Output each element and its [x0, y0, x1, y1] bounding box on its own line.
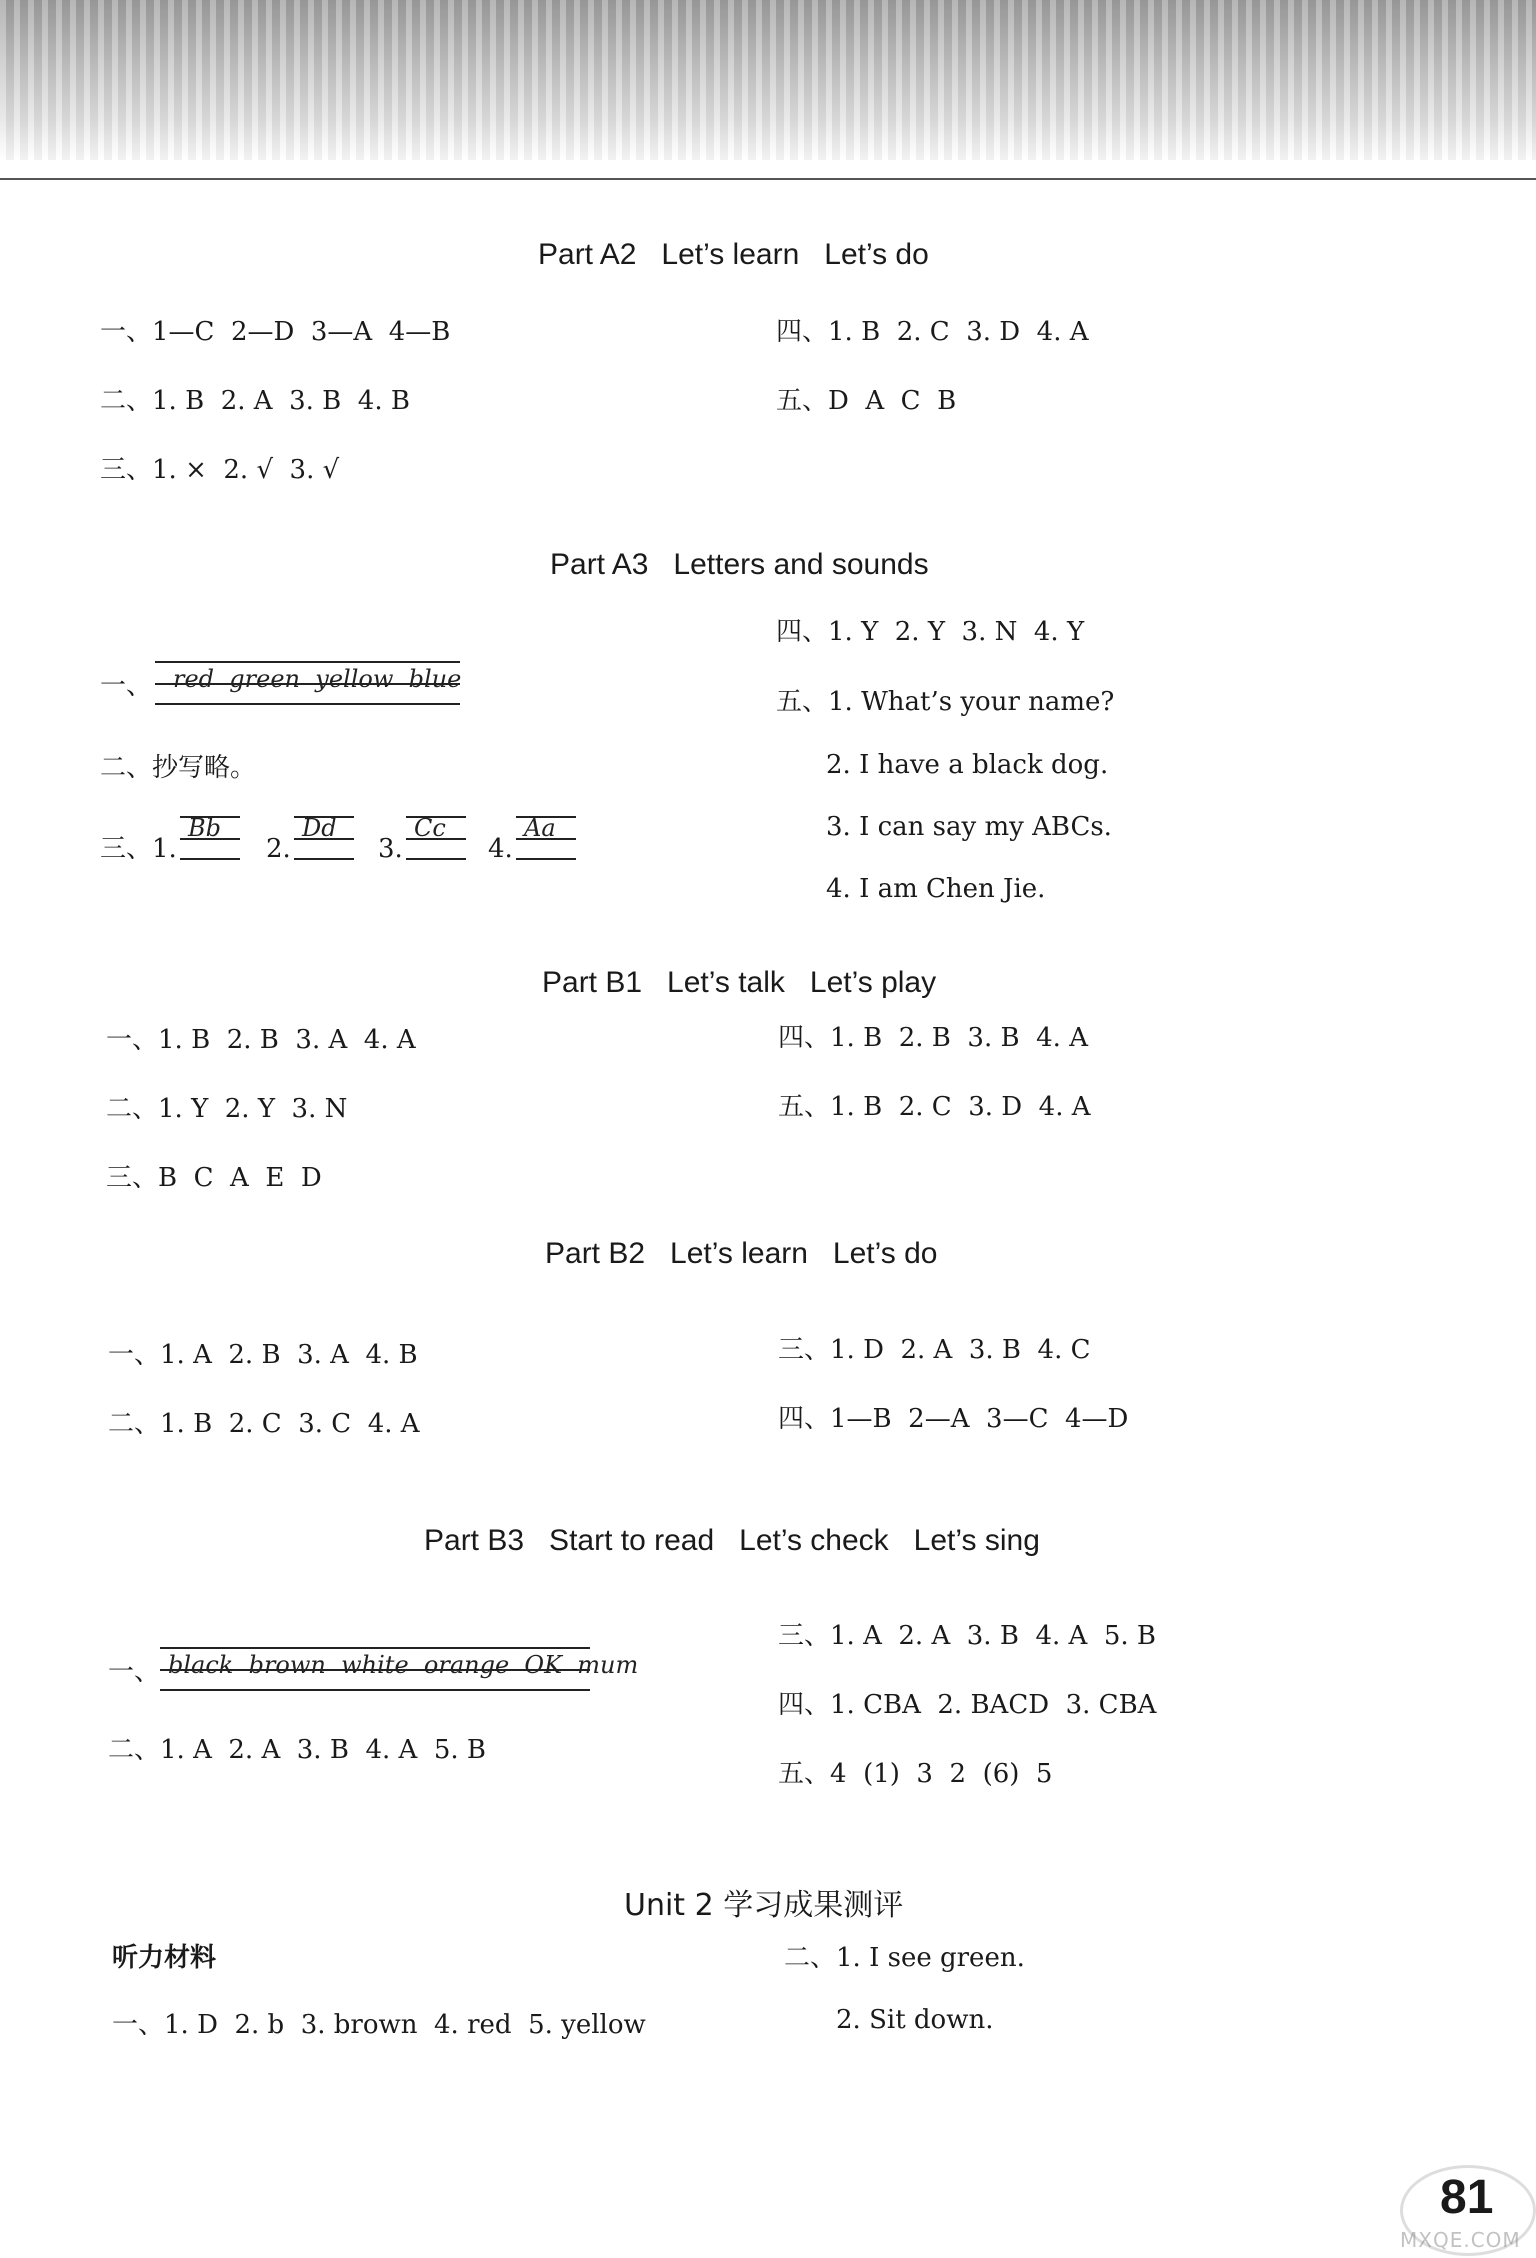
section-title-unit2: Unit 2 学习成果测评 [624, 1888, 904, 1923]
answer-line: 2. I have a black dog. [826, 750, 1109, 780]
scanned-header-band [0, 0, 1536, 160]
section-title-part-b1: Part B1 Let’s talk Let’s play [542, 966, 937, 999]
watermark-text: MXQE.COM [1400, 2228, 1521, 2252]
answer-line: 三、1. A 2. A 3. B 4. A 5. B [778, 1621, 1157, 1651]
answer-line: 二、1. Y 2. Y 3. N [106, 1094, 348, 1124]
answer-line: 一、1. A 2. B 3. A 4. B [108, 1340, 418, 1370]
handwritten-letters: Cc [414, 814, 446, 842]
answer-line: 二、抄写略。 [100, 753, 257, 783]
item-number: 4. [488, 834, 513, 864]
handwritten-letters: Dd [302, 814, 337, 842]
answer-line: 五、1. B 2. C 3. D 4. A [778, 1092, 1091, 1122]
answer-line: 五、4 (1) 3 2 (6) 5 [778, 1759, 1053, 1789]
answer-line: 四、1. B 2. C 3. D 4. A [776, 317, 1089, 347]
handwritten-letters: Aa [524, 814, 556, 842]
header-rule [0, 178, 1536, 180]
answer-line: 四、1. Y 2. Y 3. N 4. Y [776, 617, 1085, 647]
handwriting-lines [180, 812, 240, 862]
answer-line: 三、1. × 2. √ 3. √ [100, 455, 340, 485]
answer-line: 四、1. CBA 2. BACD 3. CBA [778, 1690, 1157, 1720]
answer-line: 二、1. I see green. [784, 1943, 1025, 1973]
section-title-part-a3: Part A3 Letters and sounds [550, 548, 929, 581]
answer-prefix: 一、 [100, 671, 153, 701]
answer-line: 五、D A C B [776, 386, 957, 416]
answer-prefix: 三、 [100, 834, 153, 864]
handwriting-lines [406, 812, 466, 862]
section-title-part-a2: Part A2 Let’s learn Let’s do [538, 238, 929, 271]
handwriting-lines [294, 812, 354, 862]
answer-line: 一、1. B 2. B 3. A 4. A [106, 1025, 416, 1055]
answer-line: 三、1. D 2. A 3. B 4. C [778, 1335, 1091, 1365]
item-number: 2. [266, 834, 291, 864]
answer-line: 一、1. D 2. b 3. brown 4. red 5. yellow [112, 2010, 646, 2040]
answer-line: 四、1—B 2—A 3—C 4—D [778, 1404, 1129, 1434]
answer-line: 4. I am Chen Jie. [826, 874, 1046, 904]
item-number: 3. [378, 834, 403, 864]
handwriting-lines [155, 655, 460, 710]
answer-line: 二、1. A 2. A 3. B 4. A 5. B [108, 1735, 487, 1765]
answer-line: 2. Sit down. [836, 2005, 994, 2035]
handwritten-letters: Bb [188, 814, 221, 842]
handwriting-lines [516, 812, 576, 862]
answer-line: 3. I can say my ABCs. [826, 812, 1112, 842]
answer-line: 五、1. What’s your name? [776, 687, 1115, 717]
answer-line: 三、B C A E D [106, 1163, 322, 1193]
handwritten-colors: black brown white orange OK mum [168, 1651, 639, 1679]
answer-line: 二、1. B 2. A 3. B 4. B [100, 386, 410, 416]
section-title-part-b3: Part B3 Start to read Let’s check Let’s sing [424, 1524, 1040, 1557]
page-number: 81 [1440, 2171, 1494, 2224]
listening-material-label: 听力材料 [112, 1943, 217, 1973]
handwritten-colors: red green yellow blue [173, 665, 462, 693]
handwriting-lines [160, 1641, 639, 1696]
answer-line: 四、1. B 2. B 3. B 4. A [778, 1023, 1088, 1053]
answer-line: 一、1—C 2—D 3—A 4—B [100, 317, 451, 347]
section-title-part-b2: Part B2 Let’s learn Let’s do [545, 1237, 938, 1270]
item-number: 1. [152, 834, 177, 864]
answer-line: 二、1. B 2. C 3. C 4. A [108, 1409, 420, 1439]
answer-prefix: 一、 [108, 1657, 161, 1687]
